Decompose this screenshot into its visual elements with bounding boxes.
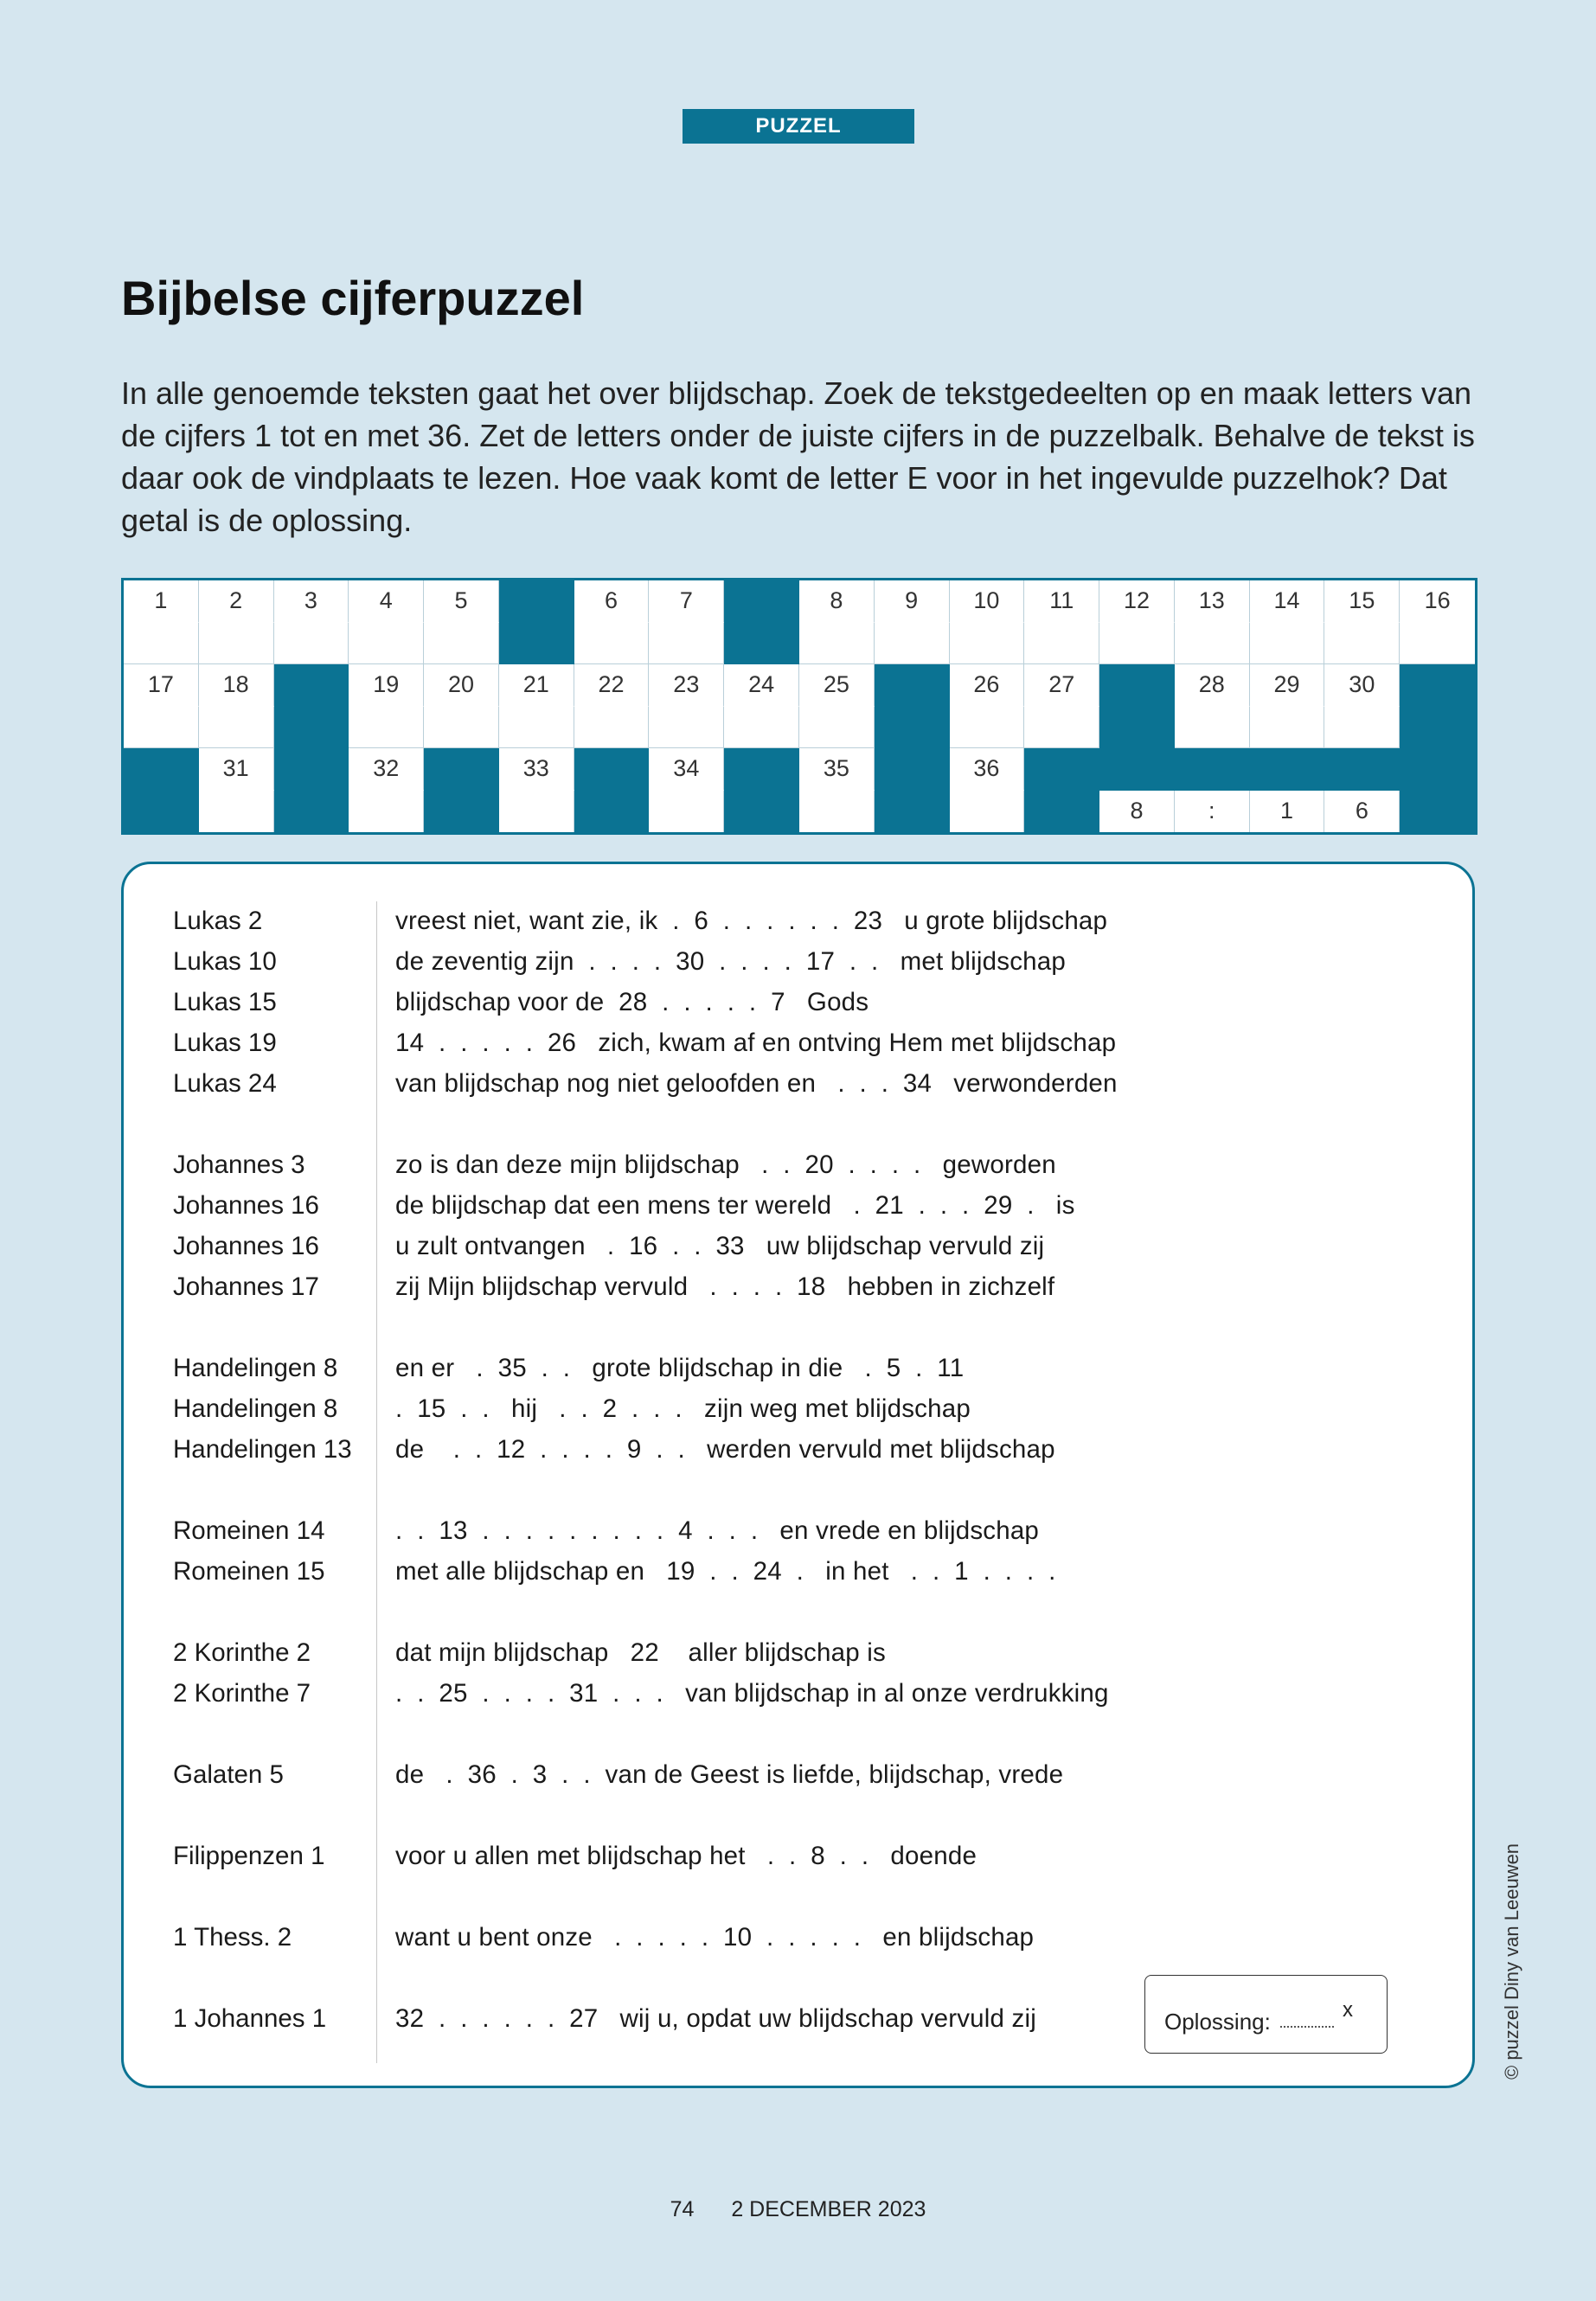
clue-row — [0, 1557, 1596, 1595]
grid-blocked-cell — [1400, 748, 1475, 791]
clue-text: de . . 12 . . . . 9 . . werden vervuld met blijdschap — [395, 1435, 1055, 1464]
grid-blocked-cell — [724, 580, 799, 623]
grid-number-cell: 27 — [1024, 664, 1099, 707]
clue-row — [0, 1232, 1596, 1270]
grid-letter-cell[interactable] — [199, 791, 274, 833]
grid-blocked-cell — [1099, 707, 1175, 749]
grid-letter-cell[interactable] — [274, 623, 349, 665]
clue-reference: 2 Korinthe 7 — [173, 1679, 311, 1708]
clue-reference: Handelingen 13 — [173, 1435, 352, 1464]
page-footer — [0, 2197, 1596, 2222]
grid-letter-cell[interactable] — [875, 623, 950, 665]
grid-blocked-cell — [1324, 748, 1400, 791]
clue-reference: Handelingen 8 — [173, 1354, 338, 1382]
grid-number-cell: 1 — [124, 580, 199, 623]
grid-number-cell: 32 — [349, 748, 424, 791]
clue-row — [0, 1029, 1596, 1067]
grid-blocked-cell — [1099, 748, 1175, 791]
grid-letter-cell[interactable] — [199, 623, 274, 665]
grid-letter-cell[interactable]: 1 — [1250, 791, 1325, 833]
clue-text: vreest niet, want zie, ik . 6 . . . . . . 23 u grote blijdschap — [395, 907, 1108, 935]
grid-number-cell: 25 — [799, 664, 875, 707]
clue-text: de blijdschap dat een mens ter wereld . 21 . . . 29 . is — [395, 1191, 1075, 1220]
grid-letter-cell[interactable] — [424, 623, 499, 665]
grid-number-cell: 3 — [274, 580, 349, 623]
grid-letter-cell[interactable] — [1250, 623, 1325, 665]
grid-letter-cell[interactable] — [649, 791, 724, 833]
grid-blocked-cell — [274, 664, 349, 707]
grid-letter-cell[interactable] — [1400, 623, 1475, 665]
clue-reference: Johannes 3 — [173, 1150, 305, 1179]
clue-text: zij Mijn blijdschap vervuld . . . . 18 hebben in zichzelf — [395, 1272, 1055, 1301]
grid-letter-cell[interactable] — [1324, 623, 1400, 665]
grid-blocked-cell — [574, 791, 650, 833]
clue-reference: Lukas 10 — [173, 947, 277, 976]
grid-blocked-cell — [499, 623, 574, 665]
solution-label: Oplossing: — [1164, 2009, 1271, 2035]
grid-blocked-cell — [424, 748, 499, 791]
grid-blocked-cell — [875, 791, 950, 833]
clue-text: zo is dan deze mijn blijdschap . . 20 . . . . geworden — [395, 1150, 1056, 1179]
grid-blocked-cell — [424, 791, 499, 833]
clue-reference: 1 Thess. 2 — [173, 1923, 292, 1952]
grid-letter-cell[interactable] — [349, 791, 424, 833]
grid-number-cell: 7 — [649, 580, 724, 623]
grid-blocked-cell — [274, 791, 349, 833]
clue-row — [0, 1516, 1596, 1554]
grid-blocked-cell — [1175, 748, 1250, 791]
issue-date: 2 DECEMBER 2023 — [731, 2197, 926, 2221]
grid-blocked-cell — [724, 748, 799, 791]
grid-blocked-cell — [1024, 791, 1099, 833]
grid-letter-cell[interactable] — [799, 623, 875, 665]
grid-number-cell: 23 — [649, 664, 724, 707]
clue-text: dat mijn blijdschap 22 aller blijdschap is — [395, 1638, 886, 1667]
grid-letter-cell[interactable]: 8 — [1099, 791, 1175, 833]
clue-row — [0, 1679, 1596, 1717]
grid-letter-cell[interactable] — [1175, 623, 1250, 665]
grid-letter-cell[interactable] — [1324, 707, 1400, 749]
grid-number-cell: 6 — [574, 580, 650, 623]
clue-row — [0, 1069, 1596, 1107]
clue-reference: Johannes 16 — [173, 1191, 319, 1220]
solution-suffix: x — [1343, 1998, 1353, 2022]
grid-letter-cell[interactable] — [199, 707, 274, 749]
clue-row — [0, 907, 1596, 945]
clue-row — [0, 1394, 1596, 1433]
clue-row — [0, 947, 1596, 985]
grid-letter-cell[interactable] — [499, 791, 574, 833]
clue-text: van blijdschap nog niet geloofden en . . . 34 verwonderden — [395, 1069, 1118, 1098]
grid-number-cell: 10 — [950, 580, 1025, 623]
grid-number-cell: 30 — [1324, 664, 1400, 707]
clue-reference: 1 Johannes 1 — [173, 2004, 327, 2033]
clue-text: en er . 35 . . grote blijdschap in die . 5 . 11 — [395, 1354, 965, 1382]
clue-row — [0, 1191, 1596, 1229]
grid-number-cell: 34 — [649, 748, 724, 791]
solution-box[interactable] — [1144, 1975, 1388, 2054]
clue-reference: Lukas 24 — [173, 1069, 277, 1098]
solution-answer-field[interactable] — [1280, 2026, 1334, 2028]
grid-number-cell: 8 — [799, 580, 875, 623]
page-number: 74 — [670, 2197, 695, 2221]
grid-blocked-cell — [875, 664, 950, 707]
grid-letter-cell[interactable] — [1099, 623, 1175, 665]
grid-number-cell: 36 — [950, 748, 1025, 791]
grid-blocked-cell — [1024, 748, 1099, 791]
clue-row — [0, 1760, 1596, 1798]
grid-number-cell: 29 — [1250, 664, 1325, 707]
grid-number-cell: 22 — [574, 664, 650, 707]
grid-letter-cell[interactable] — [124, 707, 199, 749]
clue-text: met alle blijdschap en 19 . . 24 . in het . . 1 . . . . — [395, 1557, 1056, 1586]
clue-text: de . 36 . 3 . . van de Geest is liefde, blijdschap, vrede — [395, 1760, 1064, 1789]
grid-letter-cell[interactable] — [424, 707, 499, 749]
grid-blocked-cell — [875, 707, 950, 749]
grid-letter-cell[interactable] — [950, 791, 1025, 833]
clue-text: 32 . . . . . . 27 wij u, opdat uw blijdschap vervuld zij — [395, 2004, 1037, 2033]
grid-letter-cell[interactable] — [799, 707, 875, 749]
grid-letter-cell[interactable] — [1024, 623, 1099, 665]
clue-row — [0, 1150, 1596, 1189]
clue-row — [0, 988, 1596, 1026]
puzzle-credit: © puzzel Diny van Leeuwen — [1501, 1843, 1522, 2080]
grid-blocked-cell — [274, 748, 349, 791]
grid-blocked-cell — [574, 748, 650, 791]
grid-number-cell: 12 — [1099, 580, 1175, 623]
grid-number-cell: 31 — [199, 748, 274, 791]
grid-letter-cell[interactable] — [574, 707, 650, 749]
grid-letter-cell[interactable] — [799, 791, 875, 833]
grid-number-cell: 9 — [875, 580, 950, 623]
grid-number-cell: 5 — [424, 580, 499, 623]
clue-reference: Romeinen 15 — [173, 1557, 325, 1586]
grid-blocked-cell — [499, 580, 574, 623]
section-tag: PUZZEL — [683, 109, 914, 144]
clue-text: u zult ontvangen . 16 . . 33 uw blijdschap vervuld zij — [395, 1232, 1045, 1260]
grid-number-cell: 11 — [1024, 580, 1099, 623]
grid-number-cell: 13 — [1175, 580, 1250, 623]
grid-blocked-cell — [1400, 791, 1475, 833]
grid-number-cell: 2 — [199, 580, 274, 623]
clue-reference: Filippenzen 1 — [173, 1842, 325, 1870]
grid-number-cell: 14 — [1250, 580, 1325, 623]
grid-number-cell: 19 — [349, 664, 424, 707]
grid-letter-cell[interactable] — [649, 623, 724, 665]
clue-row — [0, 1638, 1596, 1676]
grid-number-cell: 28 — [1175, 664, 1250, 707]
grid-letter-cell[interactable] — [499, 707, 574, 749]
clue-row — [0, 1435, 1596, 1473]
puzzle-grid — [121, 578, 1477, 835]
grid-blocked-cell — [875, 748, 950, 791]
clue-text: de zeventig zijn . . . . 30 . . . . 17 . . met blijdschap — [395, 947, 1066, 976]
grid-number-cell: 33 — [499, 748, 574, 791]
grid-blocked-cell — [124, 791, 199, 833]
grid-number-cell: 4 — [349, 580, 424, 623]
grid-blocked-cell — [274, 707, 349, 749]
grid-number-cell: 35 — [799, 748, 875, 791]
clue-text: voor u allen met blijdschap het . . 8 . . doende — [395, 1842, 977, 1870]
grid-number-cell: 20 — [424, 664, 499, 707]
grid-letter-cell[interactable] — [1250, 707, 1325, 749]
clue-row — [0, 1272, 1596, 1311]
grid-letter-cell[interactable] — [124, 623, 199, 665]
clue-text: want u bent onze . . . . . 10 . . . . . en blijdschap — [395, 1923, 1035, 1952]
grid-blocked-cell — [724, 791, 799, 833]
clue-reference: Lukas 15 — [173, 988, 277, 1016]
clue-text: blijdschap voor de 28 . . . . . 7 Gods — [395, 988, 869, 1016]
grid-blocked-cell — [724, 623, 799, 665]
clue-reference: Johannes 17 — [173, 1272, 319, 1301]
grid-number-cell: 24 — [724, 664, 799, 707]
clue-row — [0, 1923, 1596, 1961]
grid-letter-cell[interactable] — [349, 707, 424, 749]
grid-blocked-cell — [1400, 664, 1475, 707]
grid-letter-cell[interactable] — [574, 623, 650, 665]
grid-blocked-cell — [1250, 748, 1325, 791]
grid-letter-cell[interactable] — [1175, 707, 1250, 749]
grid-letter-cell[interactable] — [649, 707, 724, 749]
grid-letter-cell[interactable] — [1024, 707, 1099, 749]
intro-text: In alle genoemde teksten gaat het over blijdschap. Zoek de tekstgedeelten op en maak letters van de cijfers 1 tot en met 36. Zet de letters onder de juiste cijfers in de puzzelbalk. Behalve de tekst is daar ook de vindplaats te lezen. Hoe vaak komt de letter E voor in het ingevulde puzzelhok? Dat getal is de oplossing. — [121, 375, 1475, 538]
grid-number-cell: 17 — [124, 664, 199, 707]
page-title: Bijbelse cijferpuzzel — [121, 271, 585, 325]
grid-number-cell: 16 — [1400, 580, 1475, 623]
clue-text: 14 . . . . . 26 zich, kwam af en ontving Hem met blijdschap — [395, 1029, 1117, 1057]
grid-blocked-cell — [1400, 707, 1475, 749]
clue-reference: Handelingen 8 — [173, 1394, 338, 1423]
grid-number-cell: 21 — [499, 664, 574, 707]
grid-letter-cell[interactable] — [349, 623, 424, 665]
grid-blocked-cell — [1099, 664, 1175, 707]
clue-text: . . 13 . . . . . . . . . 4 . . . en vrede en blijdschap — [395, 1516, 1040, 1545]
grid-letter-cell[interactable] — [950, 623, 1025, 665]
grid-letter-cell[interactable] — [724, 707, 799, 749]
clue-reference: Romeinen 14 — [173, 1516, 325, 1545]
grid-number-cell: 15 — [1324, 580, 1400, 623]
clue-text: . . 25 . . . . 31 . . . van blijdschap in al onze verdrukking — [395, 1679, 1109, 1708]
clue-reference: Lukas 19 — [173, 1029, 277, 1057]
clue-reference: Galaten 5 — [173, 1760, 284, 1789]
clue-text: . 15 . . hij . . 2 . . . zijn weg met blijdschap — [395, 1394, 971, 1423]
clue-reference: Johannes 16 — [173, 1232, 319, 1260]
clue-row — [0, 1842, 1596, 1880]
grid-letter-cell[interactable] — [950, 707, 1025, 749]
grid-number-cell: 18 — [199, 664, 274, 707]
clue-reference: Lukas 2 — [173, 907, 263, 935]
grid-letter-cell[interactable]: 6 — [1324, 791, 1400, 833]
grid-letter-cell[interactable]: : — [1175, 791, 1250, 833]
grid-blocked-cell — [124, 748, 199, 791]
grid-number-cell: 26 — [950, 664, 1025, 707]
clue-reference: 2 Korinthe 2 — [173, 1638, 311, 1667]
clue-row — [0, 1354, 1596, 1392]
